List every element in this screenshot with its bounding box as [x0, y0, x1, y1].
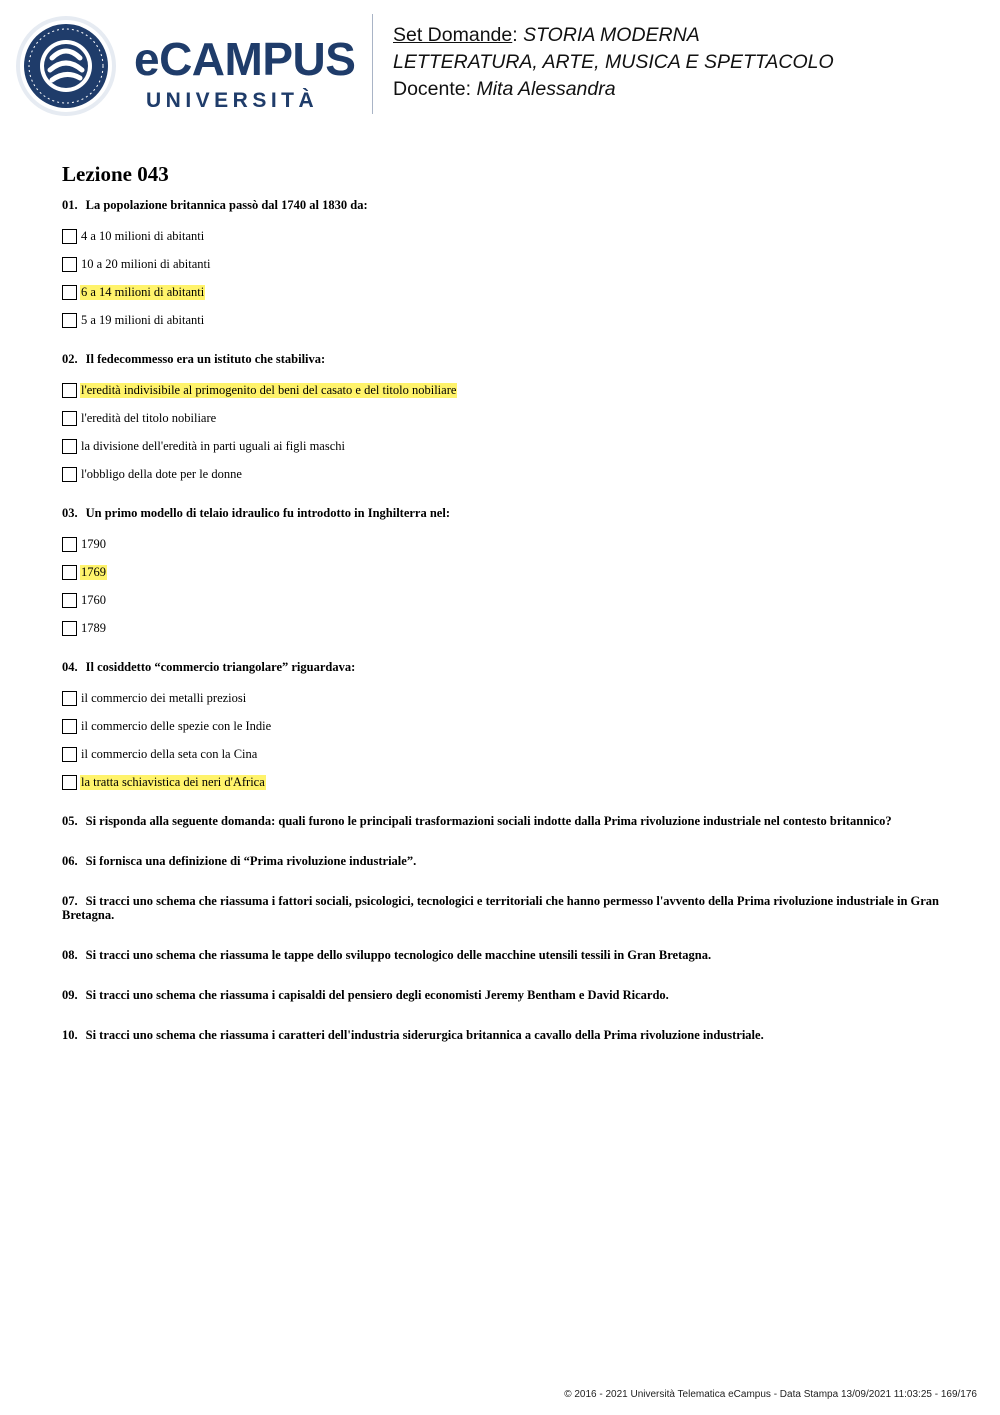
question-text — [62, 660, 942, 674]
question-block — [62, 506, 942, 642]
answer-option[interactable] — [62, 712, 942, 740]
answer-checkbox[interactable] — [62, 285, 77, 300]
answer-label: 1760 — [81, 592, 106, 607]
question-text — [62, 352, 942, 366]
answer-option[interactable] — [62, 684, 942, 712]
question-block — [62, 352, 942, 488]
question-number: 06. — [62, 854, 78, 868]
question-block — [62, 660, 942, 796]
answer-option[interactable] — [62, 432, 942, 460]
docente-name: Mita Alessandra — [476, 78, 616, 100]
answer-option[interactable] — [62, 306, 942, 334]
answer-option[interactable] — [62, 768, 942, 796]
answer-option[interactable] — [62, 222, 942, 250]
answer-label: 1790 — [81, 536, 106, 551]
question-label: Si risponda alla seguente domanda: quali furono le principali trasformazioni sociali indotte dalla Prima rivoluzione industriale nel contesto britannico? — [85, 814, 892, 828]
answer-checkbox[interactable] — [62, 621, 77, 636]
multiple-choice-questions — [62, 198, 942, 796]
answer-option[interactable] — [62, 740, 942, 768]
answer-checkbox[interactable] — [62, 691, 77, 706]
question-text — [62, 506, 942, 520]
question-number: 03. — [62, 506, 78, 520]
lesson-title: Lezione 043 — [62, 162, 169, 186]
docente-label: Docente: — [393, 78, 472, 100]
answer-option[interactable] — [62, 614, 942, 642]
answer-label: il commercio delle spezie con le Indie — [81, 718, 272, 733]
answer-option[interactable] — [62, 530, 942, 558]
answer-checkbox[interactable] — [62, 565, 77, 580]
question-block — [62, 198, 942, 334]
question-number: 01. — [62, 198, 78, 212]
docente-line — [393, 76, 834, 103]
answer-label: l'eredità del titolo nobiliare — [81, 410, 217, 425]
open-question — [62, 1028, 942, 1042]
question-label: La popolazione britannica passò dal 1740 al 1830 da: — [85, 198, 368, 212]
lesson-content — [62, 160, 942, 1068]
answer-checkbox[interactable] — [62, 775, 77, 790]
open-question — [62, 854, 942, 868]
question-number: 07. — [62, 894, 78, 908]
answer-label: 10 a 20 milioni di abitanti — [81, 256, 211, 271]
answer-checkbox[interactable] — [62, 411, 77, 426]
open-question — [62, 814, 942, 828]
page-header — [0, 0, 1000, 130]
answer-checkbox[interactable] — [62, 313, 77, 328]
question-label: Il fedecommesso era un istituto che stabiliva: — [85, 352, 326, 366]
answer-option[interactable] — [62, 558, 942, 586]
open-question — [62, 894, 942, 922]
brand-name: eCAMPUS — [134, 33, 356, 85]
answer-checkbox[interactable] — [62, 537, 77, 552]
question-label: Si tracci uno schema che riassuma i capisaldi del pensiero degli economisti Jeremy Bentham e David Ricardo. — [85, 988, 669, 1002]
course-title-line1: STORIA MODERNA — [523, 24, 700, 46]
question-number: 08. — [62, 948, 78, 962]
answer-checkbox[interactable] — [62, 229, 77, 244]
answer-option[interactable] — [62, 586, 942, 614]
question-label: Un primo modello di telaio idraulico fu introdotto in Inghilterra nel: — [85, 506, 450, 520]
answer-label-highlighted: 6 a 14 milioni di abitanti — [81, 284, 205, 299]
header-divider — [372, 14, 373, 114]
answer-option[interactable] — [62, 460, 942, 488]
answer-checkbox[interactable] — [62, 439, 77, 454]
question-label: Il cosiddetto “commercio triangolare” riguardava: — [85, 660, 356, 674]
course-title-line2: LETTERATURA, ARTE, MUSICA E SPETTACOLO — [393, 51, 834, 73]
answer-option[interactable] — [62, 250, 942, 278]
answer-label: 5 a 19 milioni di abitanti — [81, 312, 205, 327]
answer-label: l'obbligo della dote per le donne — [81, 466, 242, 481]
answer-label: 1789 — [81, 620, 106, 635]
answer-checkbox[interactable] — [62, 747, 77, 762]
set-label: Set Domande — [393, 24, 513, 46]
question-text — [62, 198, 942, 212]
answer-checkbox[interactable] — [62, 257, 77, 272]
question-label: Si tracci uno schema che riassuma i caratteri dell'industria siderurgica britannica a cavallo della Prima rivoluzione industriale. — [85, 1028, 764, 1042]
answer-label: 4 a 10 milioni di abitanti — [81, 228, 205, 243]
answer-option[interactable] — [62, 404, 942, 432]
set-separator: : — [512, 24, 518, 46]
question-number: 04. — [62, 660, 78, 674]
answer-label: il commercio della seta con la Cina — [81, 746, 258, 761]
ecampus-logo — [14, 14, 359, 118]
course-info — [393, 22, 834, 103]
answer-label-highlighted: 1769 — [81, 564, 106, 579]
answer-checkbox[interactable] — [62, 383, 77, 398]
page-footer: © 2016 - 2021 Università Telematica eCampus - Data Stampa 13/09/2021 11:03:25 - 169/176 — [564, 1389, 977, 1400]
question-label: Si fornisca una definizione di “Prima rivoluzione industriale”. — [85, 854, 417, 868]
answer-label: la divisione dell'eredità in parti uguali ai figli maschi — [81, 438, 345, 453]
question-number: 02. — [62, 352, 78, 366]
answer-option[interactable] — [62, 376, 942, 404]
question-number: 05. — [62, 814, 78, 828]
set-line — [393, 22, 834, 49]
answer-label: il commercio dei metalli preziosi — [81, 690, 247, 705]
brand-subtitle: UNIVERSITÀ — [146, 89, 319, 112]
answer-checkbox[interactable] — [62, 467, 77, 482]
question-label: Si tracci uno schema che riassuma le tappe dello sviluppo tecnologico delle macchine utensili tessili in Gran Bretagna. — [85, 948, 712, 962]
open-question — [62, 988, 942, 1002]
answer-checkbox[interactable] — [62, 593, 77, 608]
open-question — [62, 948, 942, 962]
answer-label-highlighted: la tratta schiavistica dei neri d'Africa — [81, 774, 265, 789]
open-questions — [62, 814, 942, 1042]
answer-checkbox[interactable] — [62, 719, 77, 734]
question-number: 09. — [62, 988, 78, 1002]
answer-option[interactable] — [62, 278, 942, 306]
ecampus-emblem-icon — [14, 14, 118, 118]
answer-label-highlighted: l'eredità indivisibile al primogenito del beni del casato e del titolo nobiliare — [81, 382, 457, 397]
question-number: 10. — [62, 1028, 78, 1042]
question-label: Si tracci uno schema che riassuma i fattori sociali, psicologici, tecnologici e territoriali che hanno permesso l'avvento della Prima rivoluzione industriale in Gran Bretagna. — [62, 894, 940, 922]
